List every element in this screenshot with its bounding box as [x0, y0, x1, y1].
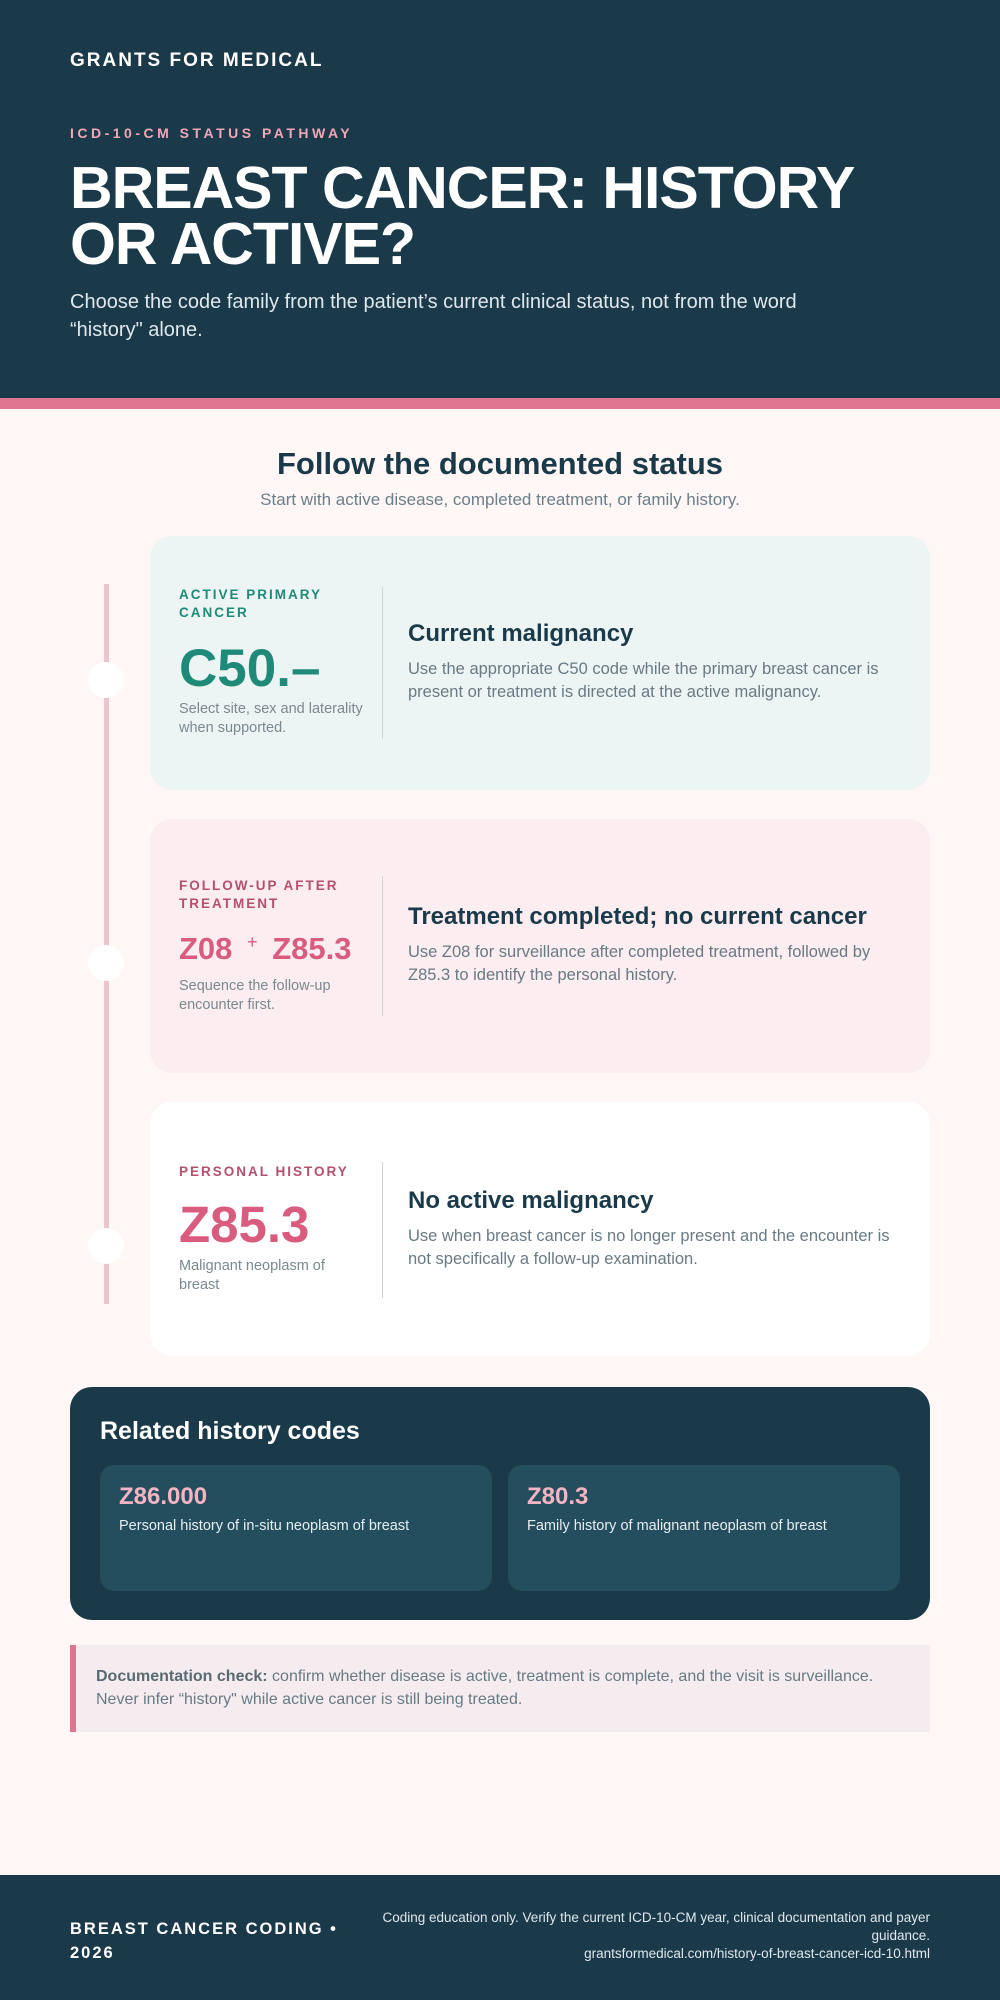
card-label: ACTIVE PRIMARY CANCER [179, 587, 322, 620]
page-subtitle: Choose the code family from the patient’s current clinical status, not from the word “history" alone. [70, 291, 797, 341]
status-card-history [150, 1102, 930, 1356]
accent-stripe [0, 398, 1000, 409]
documentation-check-callout [70, 1645, 930, 1732]
related-code-card [100, 1465, 492, 1591]
card-divider [382, 1162, 383, 1298]
card-description: Use Z08 for surveillance after completed treatment, followed by Z85.3 to identify the personal history. [408, 943, 871, 984]
brand-name: GRANTS FOR MEDICAL [70, 50, 324, 71]
card-code-plus: + [247, 931, 258, 952]
related-code-card [508, 1465, 900, 1591]
card-label: PERSONAL HISTORY [179, 1164, 349, 1179]
section-title: Follow the documented status [276, 446, 724, 481]
page-title: BREAST CANCER: HISTORY OR ACTIVE? [70, 155, 854, 277]
card-description: Use when breast cancer is no longer present and the encounter is not specifically a follow-up examination. [408, 1227, 890, 1268]
related-title: Related history codes [100, 1417, 360, 1445]
card-title: Current malignancy [408, 620, 634, 647]
footer-url: grantsformedical.com/history-of-breast-cancer-icd-10.html [584, 1946, 930, 1961]
footer [0, 1875, 1000, 2000]
timeline-dot [88, 1228, 124, 1264]
status-card-active [150, 536, 930, 790]
section-subtitle: Start with active disease, completed treatment, or family history. [260, 490, 740, 509]
card-code [179, 931, 351, 967]
related-code: Z80.3 [527, 1483, 589, 1510]
card-code: Z85.3 [179, 1196, 310, 1253]
card-divider [382, 587, 383, 739]
card-divider [382, 876, 383, 1016]
card-code-secondary: Z85.3 [272, 931, 352, 966]
related-code: Z86.000 [119, 1483, 208, 1510]
documentation-check-text [96, 1665, 916, 1711]
card-note: Malignant neoplasm of breast [179, 1258, 325, 1293]
footer-title: BREAST CANCER CODING • 2026 [70, 1920, 338, 1962]
card-title: Treatment completed; no current cancer [408, 903, 867, 930]
documentation-check-body: confirm whether disease is active, treatment is complete, and the visit is surveillance. Never infer “history" while active cancer is still being treated. [96, 1668, 874, 1708]
related-codes-panel [70, 1387, 930, 1620]
footer-disclaimer [340, 1909, 930, 1963]
status-card-follow-up [150, 819, 930, 1073]
documentation-check-label: Documentation check: [96, 1668, 268, 1685]
timeline-dot [88, 945, 124, 981]
related-description: Personal history of in-situ neoplasm of breast [119, 1518, 410, 1534]
hero-header [0, 0, 1000, 398]
card-code: C50.– [179, 639, 321, 698]
card-description: Use the appropriate C50 code while the primary breast cancer is present or treatment is directed at the active malignancy. [408, 660, 879, 701]
card-title: No active malignancy [408, 1187, 654, 1214]
card-code-primary: Z08 [179, 931, 233, 966]
footer-disclaimer-text: Coding education only. Verify the current ICD-10-CM year, clinical documentation and payer guidance. [382, 1910, 930, 1943]
related-description: Family history of malignant neoplasm of breast [527, 1518, 827, 1534]
eyebrow-label: ICD-10-CM STATUS PATHWAY [70, 125, 354, 141]
timeline-dot [88, 662, 124, 698]
card-label: FOLLOW-UP AFTER TREATMENT [179, 878, 339, 911]
card-note: Sequence the follow-up encounter first. [179, 978, 331, 1013]
card-note: Select site, sex and laterality when supported. [179, 701, 363, 736]
